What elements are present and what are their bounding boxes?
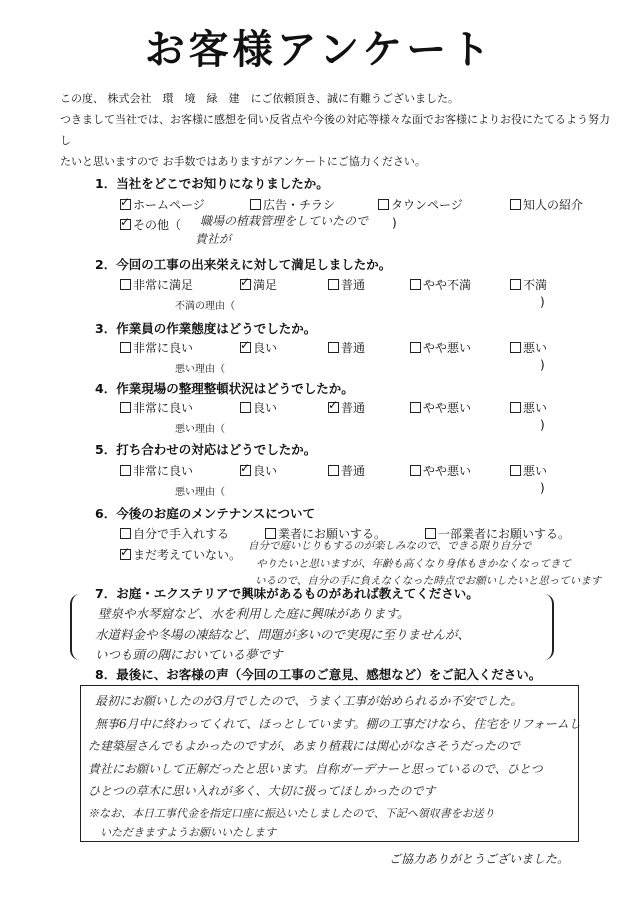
q6-answer-line: 自分で庭いじりもするのが楽しみなので、できる限り自分で xyxy=(248,540,532,552)
intro-line: この度、 株式会社 環 境 緑 建 にご依頼頂き、誠に有難うございました。 xyxy=(60,92,460,105)
question-2-label: 2．今回の工事の出来栄えに対して満足しましたか。 xyxy=(95,257,392,272)
q6-option-self[interactable]: 自分で手入れする xyxy=(120,525,229,542)
question-1-label: 1．当社をどこでお知りになりましたか。 xyxy=(95,176,329,191)
survey-title: お客様アンケート xyxy=(144,27,495,73)
checkbox[interactable] xyxy=(240,275,251,290)
checkbox[interactable] xyxy=(240,402,251,413)
q6-answer-line: やりたいと思いますが、年齢も高くなり身体もきかなくなってきて xyxy=(256,558,571,570)
q4-option-good[interactable]: 良い xyxy=(240,399,277,416)
checkbox[interactable] xyxy=(250,199,261,210)
checkmark-icon: ✓ xyxy=(328,398,339,412)
checkbox[interactable] xyxy=(410,342,421,353)
q1-option-referral[interactable]: 知人の紹介 xyxy=(510,196,583,213)
checkbox[interactable] xyxy=(120,215,131,230)
checkbox[interactable] xyxy=(240,461,251,476)
q3-close-paren: ) xyxy=(540,358,545,372)
q7-answer-line: いつも頭の隅においている夢です xyxy=(95,647,283,662)
q5-reason-label: 悪い理由（ xyxy=(175,487,225,498)
checkbox[interactable] xyxy=(510,279,521,290)
q4-option-very-good[interactable]: 非常に良い xyxy=(120,399,193,416)
q3-option-good[interactable]: ✓ 良い xyxy=(240,338,278,355)
q8-answer-line: 最初にお願いしたのが3月でしたので、うまく工事が始められるか不安でした。 xyxy=(95,694,523,708)
question-3-label: 3．作業員の作業態度はどうでしたか。 xyxy=(95,321,317,336)
checkbox[interactable] xyxy=(378,199,389,210)
q1-option-homepage[interactable]: ✓ ホームページ xyxy=(120,195,205,212)
checkbox[interactable] xyxy=(120,342,131,353)
checkbox[interactable] xyxy=(410,465,421,476)
q6-option-undecided[interactable]: ✓ まだ考えていない。 xyxy=(120,545,242,562)
checkmark-icon: ✓ xyxy=(240,461,251,475)
q2-close-paren: ) xyxy=(540,295,545,309)
q4-option-slightly-bad[interactable]: やや悪い xyxy=(410,399,471,416)
q4-reason-label: 悪い理由（ xyxy=(175,424,225,435)
checkbox[interactable] xyxy=(120,195,131,210)
q1-other-answer: 職場の植栽管理をしていたので xyxy=(200,214,369,228)
q5-option-good[interactable]: ✓ 良い xyxy=(240,461,278,478)
checkbox[interactable] xyxy=(120,528,131,539)
checkbox[interactable] xyxy=(240,338,251,353)
q1-option-other[interactable]: ✓ その他（ xyxy=(120,215,182,232)
checkbox[interactable] xyxy=(410,402,421,413)
intro-line: たいと思いますので お手数ではありますがアンケートにご協力ください。 xyxy=(60,155,426,168)
q2-option-dissatisfied[interactable]: 不満 xyxy=(510,276,547,293)
q8-answer-line: 貴社にお願いして正解だったと思います。自称ガーデナーと思っているので、ひとつ xyxy=(88,762,543,776)
q3-reason-label: 悪い理由（ xyxy=(175,364,225,375)
q5-option-normal[interactable]: 普通 xyxy=(328,462,365,479)
checkbox[interactable] xyxy=(510,199,521,210)
q2-option-slightly-dissatisfied[interactable]: やや不満 xyxy=(410,276,471,293)
checkbox[interactable] xyxy=(328,342,339,353)
q7-answer-line: 壁泉や水琴窟など、水を利用した庭に興味があります。 xyxy=(98,606,410,621)
q1-close-paren: ) xyxy=(392,216,397,230)
q3-option-normal[interactable]: 普通 xyxy=(328,339,365,356)
q3-option-slightly-bad[interactable]: やや悪い xyxy=(410,339,471,356)
q4-close-paren: ) xyxy=(540,418,545,432)
q4-option-normal[interactable]: ✓ 普通 xyxy=(328,398,366,415)
q8-answer-line: ※なお、本日工事代金を指定口座に振込いたしましたので、下記へ領収書をお送り xyxy=(88,807,495,820)
q8-answer-line: いただきますようお願いいたします xyxy=(100,826,276,839)
checkbox[interactable] xyxy=(510,342,521,353)
q6-answer-line: いるので、自分の手に負えなくなった時点でお願いしたいと思っています xyxy=(255,575,602,587)
q8-answer-line: た建築屋さんでもよかったのですが、あまり植栽には関心がなさそうだったので xyxy=(88,739,521,753)
checkbox[interactable] xyxy=(328,465,339,476)
checkbox[interactable] xyxy=(120,465,131,476)
checkbox[interactable] xyxy=(510,402,521,413)
q1-option-townpage[interactable]: タウンページ xyxy=(378,196,463,213)
q8-answer-line: 無事6月中に終わってくれて、ほっとしています。棚の工事だけなら、住宅をリフォームし xyxy=(95,717,581,731)
q7-answer-line: 水道料金や冬場の凍結など、問題が多いので実現に至りませんが、 xyxy=(95,627,471,642)
checkbox[interactable] xyxy=(120,545,131,560)
q3-option-bad[interactable]: 悪い xyxy=(510,339,547,356)
checkbox[interactable] xyxy=(510,465,521,476)
q8-answer-line: ひとつの草木に思い入れが多く、大切に扱ってほしかったのです xyxy=(88,784,436,798)
q3-option-very-good[interactable]: 非常に良い xyxy=(120,339,193,356)
checkmark-icon: ✓ xyxy=(240,338,251,352)
q6-option-contractor[interactable]: 業者にお願いする。 xyxy=(265,525,386,542)
thanks-message: ご協力ありがとうございました。 xyxy=(388,852,569,866)
q2-reason-label: 不満の理由（ xyxy=(175,301,235,312)
checkmark-icon: ✓ xyxy=(120,195,131,209)
q2-option-very-satisfied[interactable]: 非常に満足 xyxy=(120,276,193,293)
question-7-label: 7．お庭・エクステリアで興味があるものがあれば教えてください。 xyxy=(95,586,479,601)
q2-option-normal[interactable]: 普通 xyxy=(328,276,365,293)
intro-text xyxy=(60,88,620,172)
checkbox[interactable] xyxy=(328,279,339,290)
q1-other-answer-2: 貴社が xyxy=(195,232,232,246)
checkbox[interactable] xyxy=(120,402,131,413)
q5-close-paren: ) xyxy=(540,481,545,495)
q6-option-partial[interactable]: 一部業者にお願いする。 xyxy=(425,525,570,542)
q5-option-bad[interactable]: 悪い xyxy=(510,462,547,479)
question-6-label: 6．今後のお庭のメンテナンスについて xyxy=(95,506,315,521)
q5-option-slightly-bad[interactable]: やや悪い xyxy=(410,462,471,479)
checkbox[interactable] xyxy=(120,279,131,290)
question-4-label: 4．作業現場の整理整頓状況はどうでしたか。 xyxy=(95,381,354,396)
question-8-label: 8．最後に、お客様の声（今回の工事のご意見、感想など）をご記入ください。 xyxy=(95,667,542,682)
q5-option-very-good[interactable]: 非常に良い xyxy=(120,462,193,479)
checkmark-icon: ✓ xyxy=(120,215,131,229)
checkbox[interactable] xyxy=(328,398,339,413)
checkmark-icon: ✓ xyxy=(240,275,251,289)
checkmark-icon: ✓ xyxy=(120,545,131,559)
q2-option-satisfied[interactable]: ✓ 満足 xyxy=(240,275,278,292)
q4-option-bad[interactable]: 悪い xyxy=(510,399,547,416)
question-5-label: 5．打ち合わせの対応はどうでしたか。 xyxy=(95,442,317,457)
intro-line: つきまして当社では、お客様に感想を伺い反省点や今後の対応等様々な面でお客様によりお役にたてるよう努力し xyxy=(60,113,610,147)
checkbox[interactable] xyxy=(410,279,421,290)
q1-option-ad[interactable]: 広告・チラシ xyxy=(250,196,335,213)
